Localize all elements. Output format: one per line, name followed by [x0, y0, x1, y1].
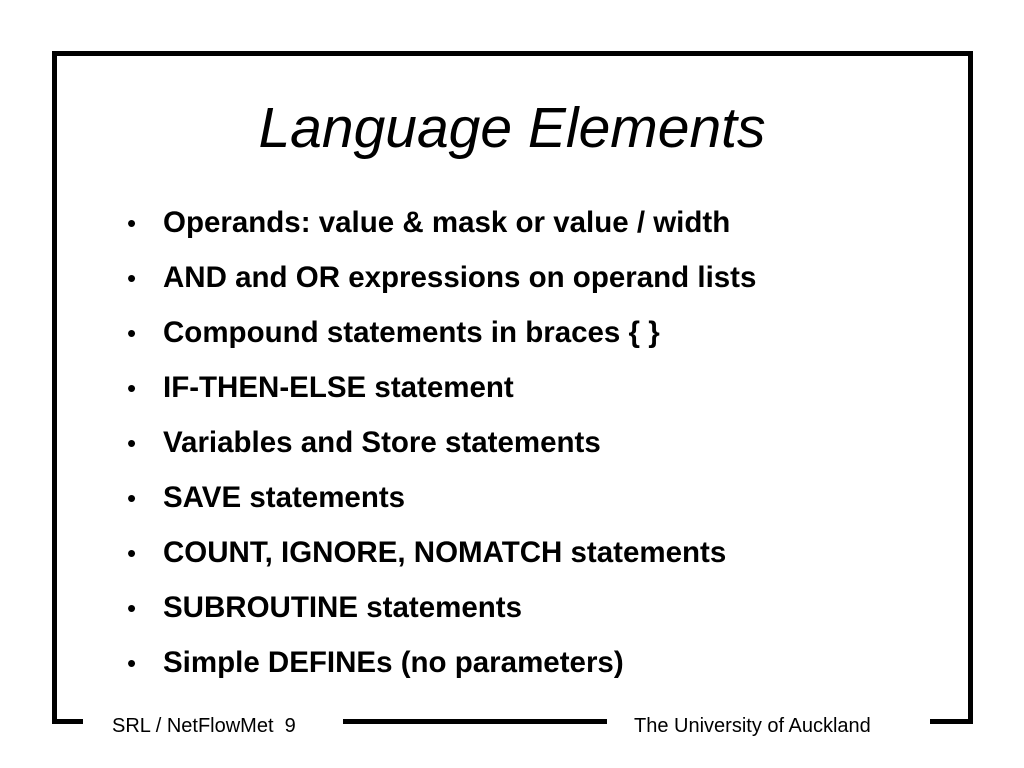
bullet-icon: • — [127, 208, 137, 238]
bullet-text: Compound statements in braces { } — [163, 316, 660, 349]
bullet-icon: • — [127, 483, 137, 513]
bullet-item — [127, 198, 756, 253]
bullet-item — [127, 253, 756, 308]
bullet-item — [127, 308, 756, 363]
footer-slide-label: SRL / NetFlowMet 9 — [112, 715, 296, 737]
frame-border-top — [52, 51, 973, 56]
slide-title: Language Elements — [258, 96, 766, 160]
bullet-text: SUBROUTINE statements — [163, 591, 522, 624]
bullet-text: Variables and Store statements — [163, 426, 601, 459]
bullet-item — [127, 638, 756, 693]
bullet-item — [127, 363, 756, 418]
bullet-item — [127, 418, 756, 473]
bullet-text: COUNT, IGNORE, NOMATCH statements — [163, 536, 727, 569]
bullet-text: Operands: value & mask or value / width — [163, 206, 731, 239]
bullet-text: IF-THEN-ELSE statement — [163, 371, 514, 404]
bullet-icon: • — [127, 648, 137, 678]
bullet-item — [127, 583, 756, 638]
frame-border-bottom-middle — [343, 719, 607, 724]
bullet-item — [127, 473, 756, 528]
bullet-text: AND and OR expressions on operand lists — [163, 261, 757, 294]
bullet-text: SAVE statements — [163, 481, 406, 514]
bullet-icon: • — [127, 263, 137, 293]
bullet-list — [127, 198, 756, 693]
bullet-icon: • — [127, 593, 137, 623]
frame-border-bottom-left — [52, 719, 83, 724]
bullet-text: Simple DEFINEs (no parameters) — [163, 646, 624, 679]
bullet-icon: • — [127, 373, 137, 403]
frame-border-bottom-right — [930, 719, 973, 724]
bullet-icon: • — [127, 428, 137, 458]
bullet-icon: • — [127, 538, 137, 568]
footer-institution: The University of Auckland — [634, 715, 871, 737]
bullet-icon: • — [127, 318, 137, 348]
bullet-item — [127, 528, 756, 583]
